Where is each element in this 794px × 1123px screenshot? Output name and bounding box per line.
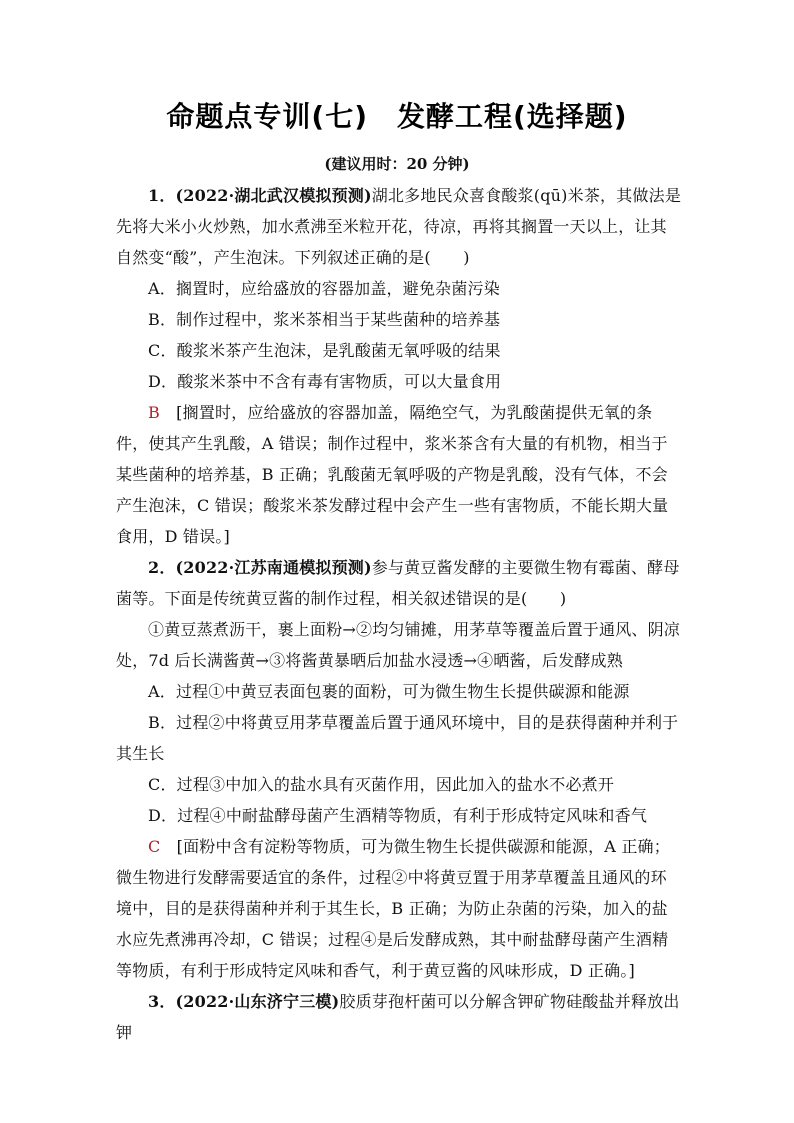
question-1-option-a: A．搁置时，应给盛放的容器加盖，避免杂菌污染	[148, 279, 500, 298]
question-1-stem	[116, 180, 681, 273]
question-3-source: 3．(2022·山东济宁三模)	[148, 992, 340, 1011]
question-2-option-b: B．过程②中将黄豆用茅草覆盖后置于通风环境中，目的是获得菌种并利于其生长	[116, 713, 679, 763]
question-2-option-d: D．过程④中耐盐酵母菌产生酒精等物质，有利于形成特定风味和香气	[148, 806, 648, 825]
question-1-option-d: D．酸浆米茶中不含有毒有害物质，可以大量食用	[148, 372, 502, 391]
question-2-answer: C	[148, 837, 161, 856]
question-1-option-c: C．酸浆米茶产生泡沫，是乳酸菌无氧呼吸的结果	[148, 341, 501, 360]
question-1-answer: B	[148, 403, 160, 422]
question-2-option-c: C．过程③中加入的盐水具有灭菌作用，因此加入的盐水不必煮开	[148, 775, 615, 794]
question-1-option-b: B．制作过程中，浆米茶相当于某些菌种的培养基	[148, 310, 501, 329]
question-2-option-a: A．过程①中黄豆表面包裹的面粉，可为微生物生长提供碳源和能源	[148, 682, 630, 701]
question-2-process: ①黄豆蒸煮沥干，裹上面粉→②均匀铺摊，用茅草等覆盖后置于通风、阴凉处，7d 后长满酱黄→③将酱黄暴晒后加盐水浸透→④晒酱，后发酵成熟	[116, 620, 681, 670]
page-title: 命题点专训(七) 发酵工程(选择题)	[166, 100, 628, 133]
question-3-text: 胶质芽孢杆菌可以分解含钾矿物硅酸盐并释放出钾	[116, 992, 680, 1042]
question-2-text: 参与黄豆酱发酵的主要微生物有霉菌、酵母菌等。下面是传统黄豆酱的制作过程，相关叙述错误的是( )	[116, 558, 680, 608]
question-2-stem	[116, 552, 681, 614]
suggested-time: (建议用时：20 分钟)	[324, 155, 470, 173]
question-1-source: 1．(2022·湖北武汉模拟预测)	[148, 186, 372, 205]
question-3-stem	[116, 986, 681, 1048]
question-1-explanation: [搁置时，应给盛放的容器加盖，隔绝空气，为乳酸菌提供无氧的条件，使其产生乳酸，A 错误；制作过程中，浆米茶含有大量的有机物，相当于某些菌种的培养基，B 正确；乳酸菌无氧呼吸的产物是乳酸，没有气体，不会产生泡沫，C 错误；酸浆米茶发酵过程中会产生一些有害物质，不能长期大量食用，D 错误。]	[116, 403, 669, 546]
question-2-explanation: [面粉中含有淀粉等物质，可为微生物生长提供碳源和能源，A 正确；微生物进行发酵需要适宜的条件，过程②中将黄豆置于用茅草覆盖且通风的环境中，目的是获得菌种并利于其生长，B 正确；为防止杂菌的污染，加入的盐水应先煮沸再冷却，C 错误；过程④是后发酵成熟，其中耐盐酵母菌产生酒精等物质，有利于形成特定风味和香气，利于黄豆酱的风味形成，D 正确。]	[116, 837, 670, 980]
question-2-solution	[116, 831, 681, 986]
question-1-text: 湖北多地民众喜食酸浆(qū)米茶，其做法是先将大米小火炒熟，加水煮沸至米粒开花，待凉，再将其搁置一天以上，让其自然变“酸”，产生泡沫。下列叙述正确的是( )	[116, 186, 682, 267]
question-2-source: 2．(2022·江苏南通模拟预测)	[148, 558, 372, 577]
question-1-solution	[116, 397, 681, 552]
